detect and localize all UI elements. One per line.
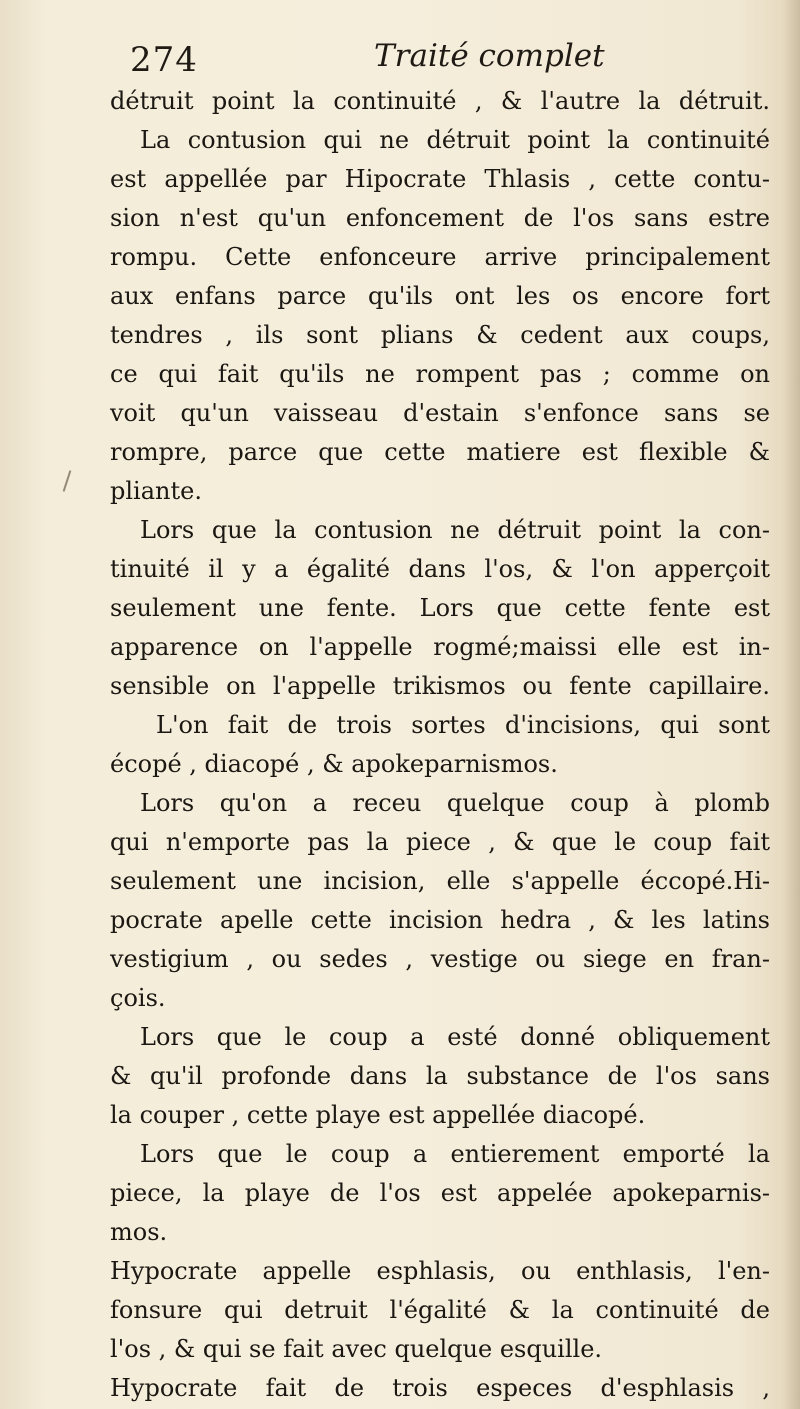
- paragraph-start-line: Lors que le coup a esté donné obliquement: [140, 1023, 770, 1051]
- text-line: qui n'emporte pas la piece , & que le coup fait: [110, 828, 770, 856]
- text-line: pliante.: [110, 477, 202, 505]
- text-line: apparence on l'appelle rogmé;maissi elle est in-: [110, 633, 770, 661]
- text-line: écopé , diacopé , & apokeparnismos.: [110, 750, 558, 778]
- text-line: pocrate apelle cette incision hedra , & les latins: [110, 906, 770, 934]
- text-line: çois.: [110, 984, 166, 1012]
- text-line: sensible on l'appelle trikismos ou fente capillaire.: [110, 672, 770, 700]
- text-line: détruit point la continuité , & l'autre la détruit.: [110, 87, 770, 115]
- text-line: la couper , cette playe est appellée diacopé.: [110, 1101, 646, 1129]
- text-line: tinuité il y a égalité dans l'os, & l'on apperçoit: [110, 555, 770, 583]
- text-line: tendres , ils sont plians & cedent aux coups,: [110, 321, 770, 349]
- margin-mark: [63, 470, 72, 492]
- text-line: rompre, parce que cette matiere est flexible &: [110, 438, 770, 466]
- text-line: sion n'est qu'un enfoncement de l'os sans estre: [110, 204, 770, 232]
- text-line: mos.: [110, 1218, 168, 1246]
- text-line: piece, la playe de l'os est appelée apokeparnis-: [110, 1179, 770, 1207]
- running-title: Traité complet: [374, 38, 605, 74]
- text-line: est appellée par Hipocrate Thlasis , cette contu-: [110, 165, 770, 193]
- text-line: aux enfans parce qu'ils ont les os encore fort: [110, 282, 770, 310]
- text-line: vestigium , ou sedes , vestige ou siege en fran-: [110, 945, 770, 973]
- text-line: l'os , & qui se fait avec quelque esquille.: [110, 1335, 603, 1363]
- page-number: 274: [130, 40, 198, 80]
- body-text: [110, 82, 770, 1408]
- paragraph-start-line: Hypocrate fait de trois especes d'esphlasis ,: [110, 1374, 770, 1402]
- text-line: ce qui fait qu'ils ne rompent pas ; comme on: [110, 360, 770, 388]
- text-line: seulement une fente. Lors que cette fente est: [110, 594, 770, 622]
- paragraph-start-line: L'on fait de trois sortes d'incisions, qui sont: [156, 711, 770, 739]
- paragraph-start-line: Lors que le coup a entierement emporté la: [140, 1140, 770, 1168]
- paragraph-start-line: Hypocrate appelle esphlasis, ou enthlasis, l'en-: [110, 1257, 770, 1285]
- text-line: voit qu'un vaisseau d'estain s'enfonce sans se: [110, 399, 770, 427]
- text-line: seulement une incision, elle s'appelle éccopé.Hi-: [110, 867, 770, 895]
- text-line: & qu'il profonde dans la substance de l'os sans: [110, 1062, 770, 1090]
- text-line: rompu. Cette enfonceure arrive principalement: [110, 243, 770, 271]
- paragraph-start-line: Lors qu'on a receu quelque coup à plomb: [140, 789, 770, 817]
- paragraph-start-line: La contusion qui ne détruit point la continuité: [140, 126, 770, 154]
- paragraph-start-line: Lors que la contusion ne détruit point la con-: [140, 516, 770, 544]
- text-line: fonsure qui detruit l'égalité & la continuité de: [110, 1296, 770, 1324]
